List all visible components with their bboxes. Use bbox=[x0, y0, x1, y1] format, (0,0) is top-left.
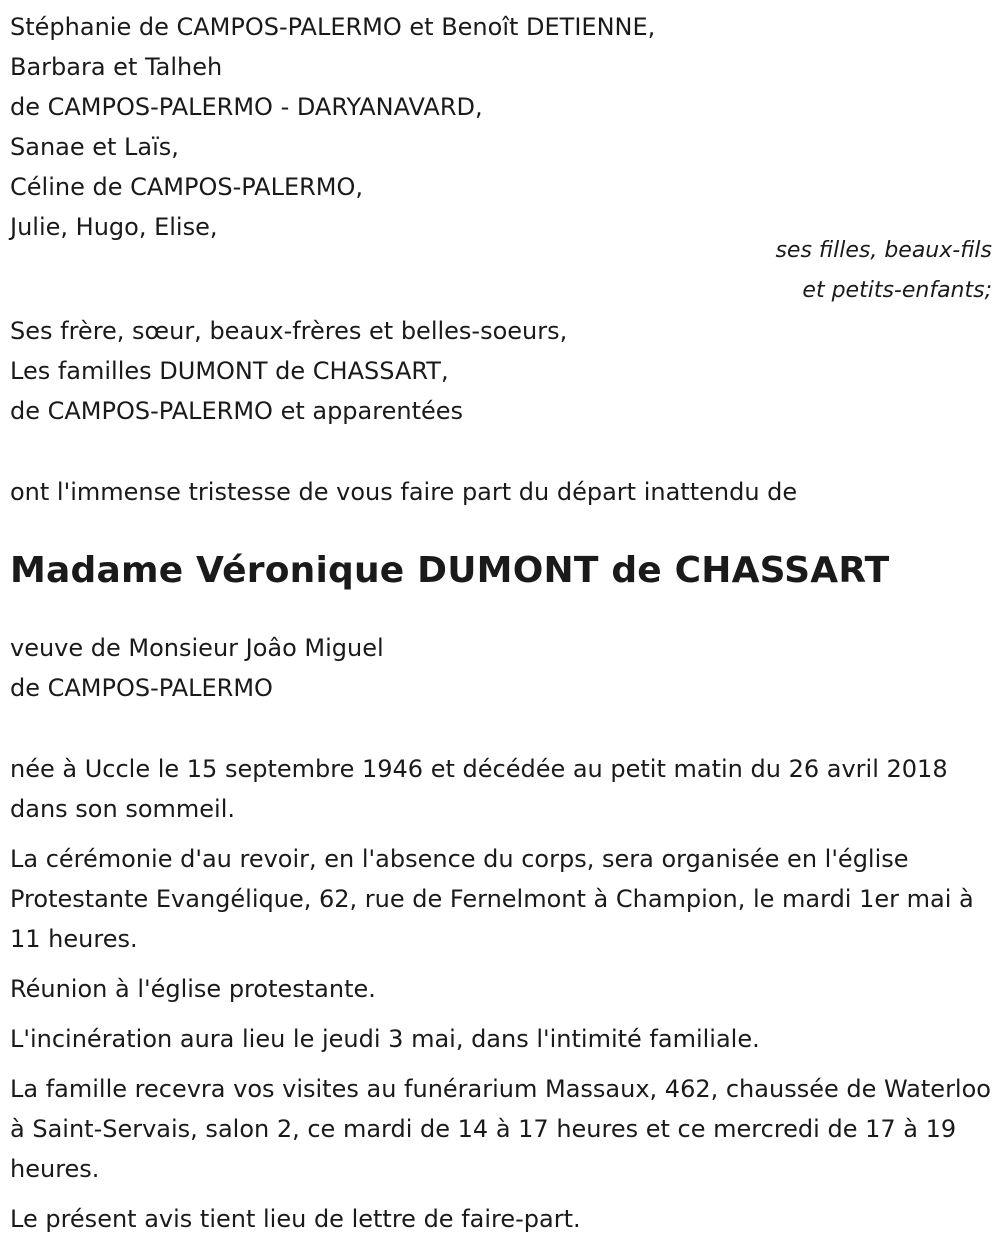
details-paragraph: Réunion à l'église protestante. bbox=[10, 975, 376, 1003]
widow-line: de CAMPOS-PALERMO bbox=[10, 674, 273, 702]
widow-block bbox=[10, 628, 992, 708]
family-line: Sanae et Laïs, bbox=[10, 133, 179, 161]
widow-line: veuve de Monsieur Joâo Miguel bbox=[10, 634, 384, 662]
family-line: Céline de CAMPOS-PALERMO, bbox=[10, 173, 364, 201]
relatives-line: Les familles DUMONT de CHASSART, bbox=[10, 357, 449, 385]
details-paragraph: née à Uccle le 15 septembre 1946 et décédée au petit matin du 26 avril 2018 dans son sommeil. bbox=[10, 755, 948, 823]
relatives-block bbox=[10, 311, 992, 431]
announcement: ont l'immense tristesse de vous faire part du départ inattendu de bbox=[10, 478, 798, 506]
details-paragraph: Le présent avis tient lieu de lettre de faire-part. bbox=[10, 1205, 581, 1233]
details-block bbox=[10, 749, 992, 1239]
obituary-notice bbox=[10, 7, 992, 1249]
family-line: Julie, Hugo, Elise, bbox=[10, 213, 218, 241]
family-role-line: et petits-enfants; bbox=[802, 278, 992, 303]
deceased-name: Madame Véronique DUMONT de CHASSART bbox=[10, 550, 890, 591]
family-role-line: ses filles, beaux-fils bbox=[775, 238, 992, 263]
family-block bbox=[10, 7, 992, 247]
relatives-line: de CAMPOS-PALERMO et apparentées bbox=[10, 397, 464, 425]
details-paragraph: L'incinération aura lieu le jeudi 3 mai, dans l'intimité familiale. bbox=[10, 1025, 760, 1053]
family-line: Stéphanie de CAMPOS-PALERMO et Benoît DETIENNE, bbox=[10, 13, 656, 41]
family-line: de CAMPOS-PALERMO - DARYANAVARD, bbox=[10, 93, 483, 121]
relatives-line: Ses frère, sœur, beaux-frères et belles-soeurs, bbox=[10, 317, 568, 345]
family-line: Barbara et Talheh bbox=[10, 53, 223, 81]
details-paragraph: La cérémonie d'au revoir, en l'absence du corps, sera organisée en l'église Protestante Evangélique, 62, rue de Fernelmont à Champion, le mardi 1er mai à 11 heures. bbox=[10, 845, 974, 953]
details-paragraph: La famille recevra vos visites au funérarium Massaux, 462, chaussée de Waterloo à Saint-Servais, salon 2, ce mardi de 14 à 17 heures et ce mercredi de 17 à 19 heures. bbox=[10, 1075, 991, 1183]
